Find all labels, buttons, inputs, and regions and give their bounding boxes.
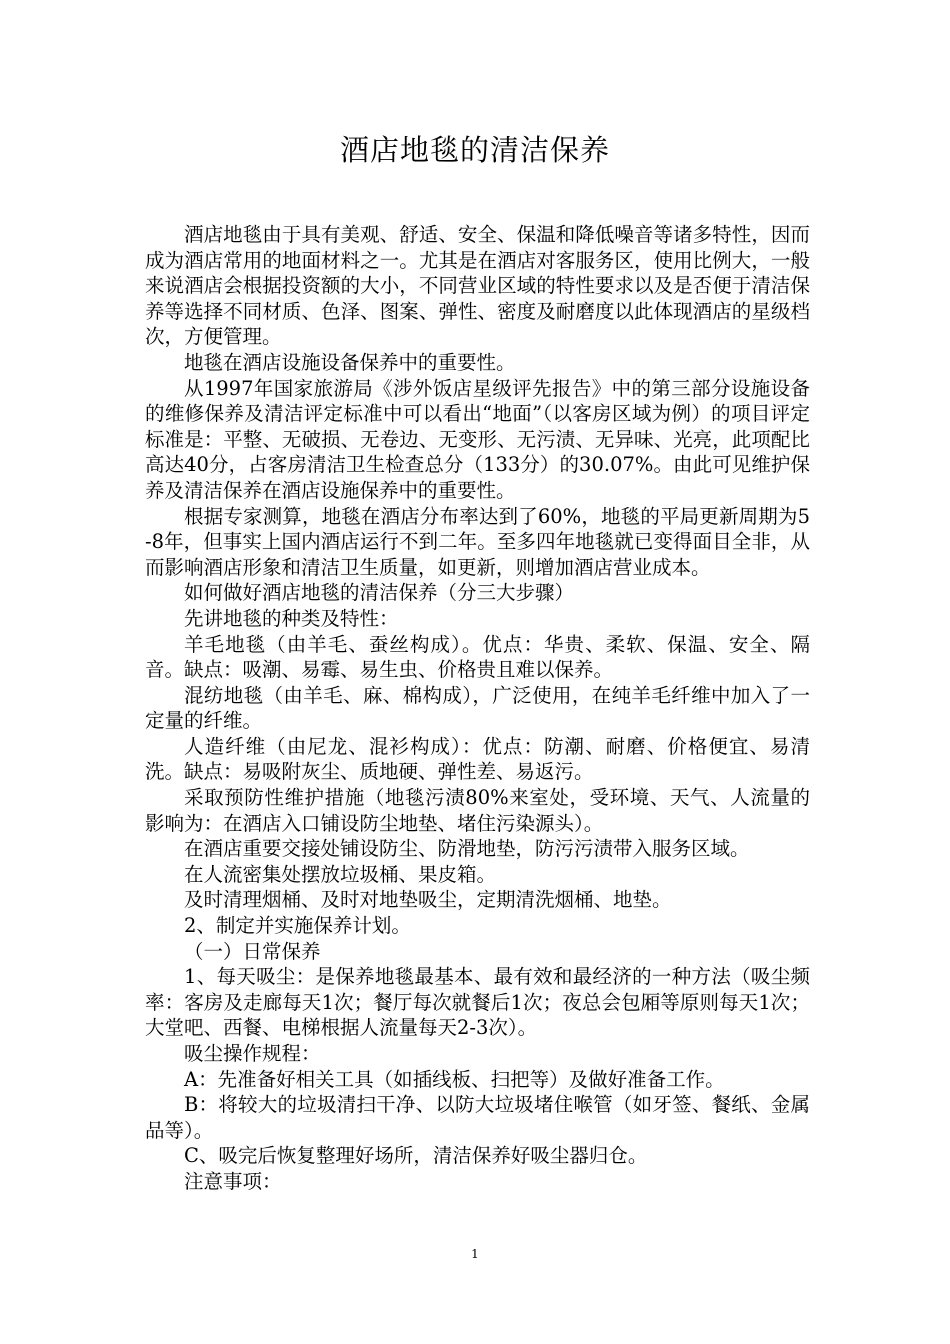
paragraph: 1、每天吸尘：是保养地毯最基本、最有效和最经济的一种方法（吸尘频率：客房及走廊每天1次；餐厅每次就餐后1次；夜总会包厢等原则每天1次；大堂吧、西餐、电梯根据人流量每天2-3次）。	[145, 965, 810, 1040]
paragraph: （一）日常保养	[184, 939, 321, 963]
paragraph: 如何做好酒店地毯的清洁保养（分三大步骤）	[184, 581, 575, 605]
paragraph: 地毯在酒店设施设备保养中的重要性。	[184, 350, 516, 374]
paragraph: 根据专家测算，地毯在酒店分布率达到了60%，地毯的平局更新周期为5-8年，但事实上国内酒店运行不到二年。至多四年地毯就已变得面目全非，从而影响酒店形象和清洁卫生质量，如更新，则增加酒店营业成本。	[145, 504, 810, 579]
paragraph: 吸尘操作规程：	[184, 1042, 321, 1065]
document-title: 酒店地毯的清洁保养	[339, 133, 610, 167]
page-number: 1	[471, 1247, 479, 1261]
paragraph: 先讲地毯的种类及特性：	[184, 606, 399, 630]
document-body	[145, 222, 810, 1195]
paragraph: 酒店地毯由于具有美观、舒适、安全、保温和降低噪音等诸多特性，因而成为酒店常用的地面材料之一。尤其是在酒店对客服务区，使用比例大，一般来说酒店会根据投资额的大小，不同营业区域的特性要求以及是否便于清洁保养等选择不同材质、色泽、图案、弹性、密度及耐磨度以此体现酒店的星级档次，方便管理。	[145, 223, 810, 349]
paragraph: 在酒店重要交接处铺设防尘、防滑地垫，防污污渍带入服务区域。	[184, 837, 750, 861]
paragraph: A：先准备好相关工具（如插线板、扫把等）及做好准备工作。	[184, 1067, 725, 1091]
paragraph: B：将较大的垃圾清扫干净、以防大垃圾堵住喉管（如牙签、餐纸、金属品等）。	[145, 1093, 810, 1142]
paragraph: 采取预防性维护措施（地毯污渍80%来室处，受环境、天气、人流量的影响为：在酒店入口铺设防尘地垫、堵住污染源头）。	[145, 786, 810, 835]
paragraph: 从1997年国家旅游局《涉外饭店星级评先报告》中的第三部分设施设备的维修保养及清洁评定标准中可以看出“地面”（以客房区域为例）的项目评定标准是：平整、无破损、无卷边、无变形、无污渍、无异味、光亮，此项配比高达40分，占客房清洁卫生检查总分（133分）的30.07%。由此可见维护保养及清洁保养在酒店设施保养中的重要性。	[145, 376, 810, 502]
paragraph: 混纺地毯（由羊毛、麻、棉构成），广泛使用，在纯羊毛纤维中加入了一定量的纤维。	[145, 683, 810, 733]
paragraph: 羊毛地毯（由羊毛、蚕丝构成）。优点：华贵、柔软、保温、安全、隔音。缺点：吸潮、易霉、易生虫、价格贵且难以保养。	[145, 632, 810, 682]
paragraph: 人造纤维（由尼龙、混衫构成）：优点：防潮、耐磨、价格便宜、易清洗。缺点：易吸附灰尘、质地硬、弹性差、易返污。	[145, 734, 810, 784]
paragraph: C、吸完后恢复整理好场所，清洁保养好吸尘器归仓。	[184, 1144, 648, 1168]
paragraph: 注意事项：	[184, 1169, 282, 1193]
paragraph: 2、制定并实施保养计划。	[184, 914, 411, 938]
paragraph: 在人流密集处摆放垃圾桶、果皮箱。	[184, 862, 497, 886]
paragraph: 及时清理烟桶、及时对地垫吸尘，定期清洗烟桶、地垫。	[184, 888, 672, 912]
